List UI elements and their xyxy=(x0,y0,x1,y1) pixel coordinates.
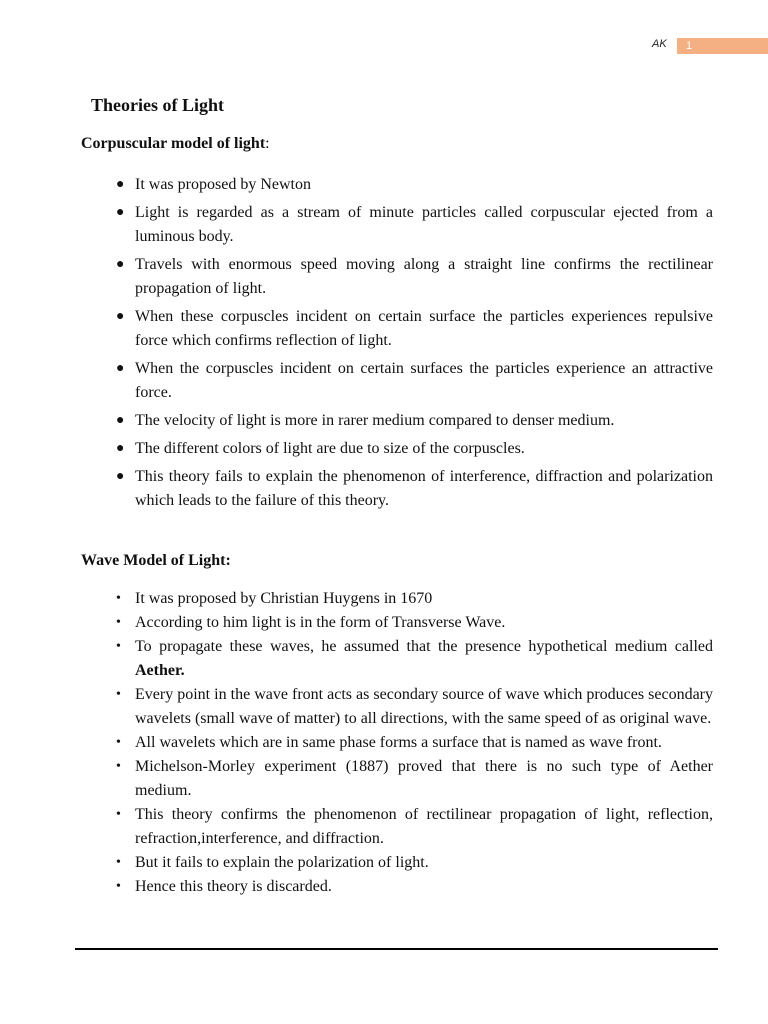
list-item xyxy=(116,253,713,301)
list-item-text: The different colors of light are due to size of the corpuscles. xyxy=(135,440,525,457)
list-item-text: When these corpuscles incident on certain surface the particles experiences repulsive force which confirms reflection of light. xyxy=(135,308,713,349)
list-item xyxy=(116,683,713,731)
bullet-icon: • xyxy=(116,855,121,870)
list-item-text: All wavelets which are in same phase forms a surface that is named as wave front. xyxy=(135,734,662,751)
list-item xyxy=(116,755,713,803)
list-item-text: It was proposed by Newton xyxy=(135,176,311,193)
list-item xyxy=(116,803,713,851)
wave-points-list xyxy=(116,587,713,899)
list-item xyxy=(116,465,713,513)
corpuscular-heading-colon: : xyxy=(265,135,270,152)
list-item-text: This theory fails to explain the phenomenon of interference, diffraction and polarization which leads to the failure of this theory. xyxy=(135,468,713,509)
page-number-badge: 1 xyxy=(677,38,768,54)
bullet-icon: ● xyxy=(116,205,125,220)
wave-heading xyxy=(81,551,231,571)
bullet-icon: • xyxy=(116,735,121,750)
list-item-text: Hence this theory is discarded. xyxy=(135,878,332,895)
bullet-icon: • xyxy=(116,807,121,822)
bullet-icon: • xyxy=(116,591,121,606)
list-item xyxy=(116,611,713,635)
list-item-text: Light is regarded as a stream of minute particles called corpuscular ejected from a luminous body. xyxy=(135,204,713,245)
list-item xyxy=(116,201,713,249)
list-item-text: Every point in the wave front acts as secondary source of wave which produces secondary wavelets (small wave of matter) to all directions, with the same speed of as original wave. xyxy=(135,686,713,727)
list-item xyxy=(116,409,713,433)
list-item-text: To propagate these waves, he assumed that the presence hypothetical medium called xyxy=(135,638,713,655)
bullet-icon: ● xyxy=(116,257,125,272)
corpuscular-heading-text: Corpuscular model of light xyxy=(81,135,266,152)
list-item-text: But it fails to explain the polarization of light. xyxy=(135,854,429,871)
list-item-text: According to him light is in the form of Transverse Wave. xyxy=(135,614,506,631)
wave-heading-text: Wave Model of Light: xyxy=(81,552,231,569)
list-item-text: The velocity of light is more in rarer medium compared to denser medium. xyxy=(135,412,615,429)
list-item xyxy=(116,587,713,611)
bullet-icon: ● xyxy=(116,361,125,376)
list-item-text: Travels with enormous speed moving along a straight line confirms the rectilinear propagation of light. xyxy=(135,256,713,297)
bullet-icon: ● xyxy=(116,309,125,324)
document-title: Theories of Light xyxy=(91,95,224,115)
bullet-icon: • xyxy=(116,687,121,702)
corpuscular-heading xyxy=(81,134,270,154)
header-initials: AK xyxy=(652,38,667,50)
list-item xyxy=(116,357,713,405)
footer-divider xyxy=(75,948,718,950)
bullet-icon: ● xyxy=(116,469,125,484)
bullet-icon: • xyxy=(116,615,121,630)
list-item-text: It was proposed by Christian Huygens in 1670 xyxy=(135,590,433,607)
bullet-icon: • xyxy=(116,879,121,894)
list-item-text: When the corpuscles incident on certain surfaces the particles experience an attractive force. xyxy=(135,360,713,401)
bullet-icon: ● xyxy=(116,177,125,192)
list-item xyxy=(116,731,713,755)
bullet-icon: ● xyxy=(116,441,125,456)
list-item xyxy=(116,305,713,353)
bullet-icon: • xyxy=(116,639,121,654)
list-item xyxy=(116,851,713,875)
aether-term: Aether. xyxy=(135,662,185,679)
list-item xyxy=(116,875,713,899)
list-item xyxy=(116,437,713,461)
list-item xyxy=(116,635,713,683)
list-item-text: This theory confirms the phenomenon of rectilinear propagation of light, reflection, refraction,interference, and diffraction. xyxy=(135,806,713,847)
list-item-text: Michelson-Morley experiment (1887) proved that there is no such type of Aether medium. xyxy=(135,758,713,799)
list-item xyxy=(116,173,713,197)
bullet-icon: ● xyxy=(116,413,125,428)
bullet-icon: • xyxy=(116,759,121,774)
corpuscular-points-list xyxy=(116,173,713,517)
